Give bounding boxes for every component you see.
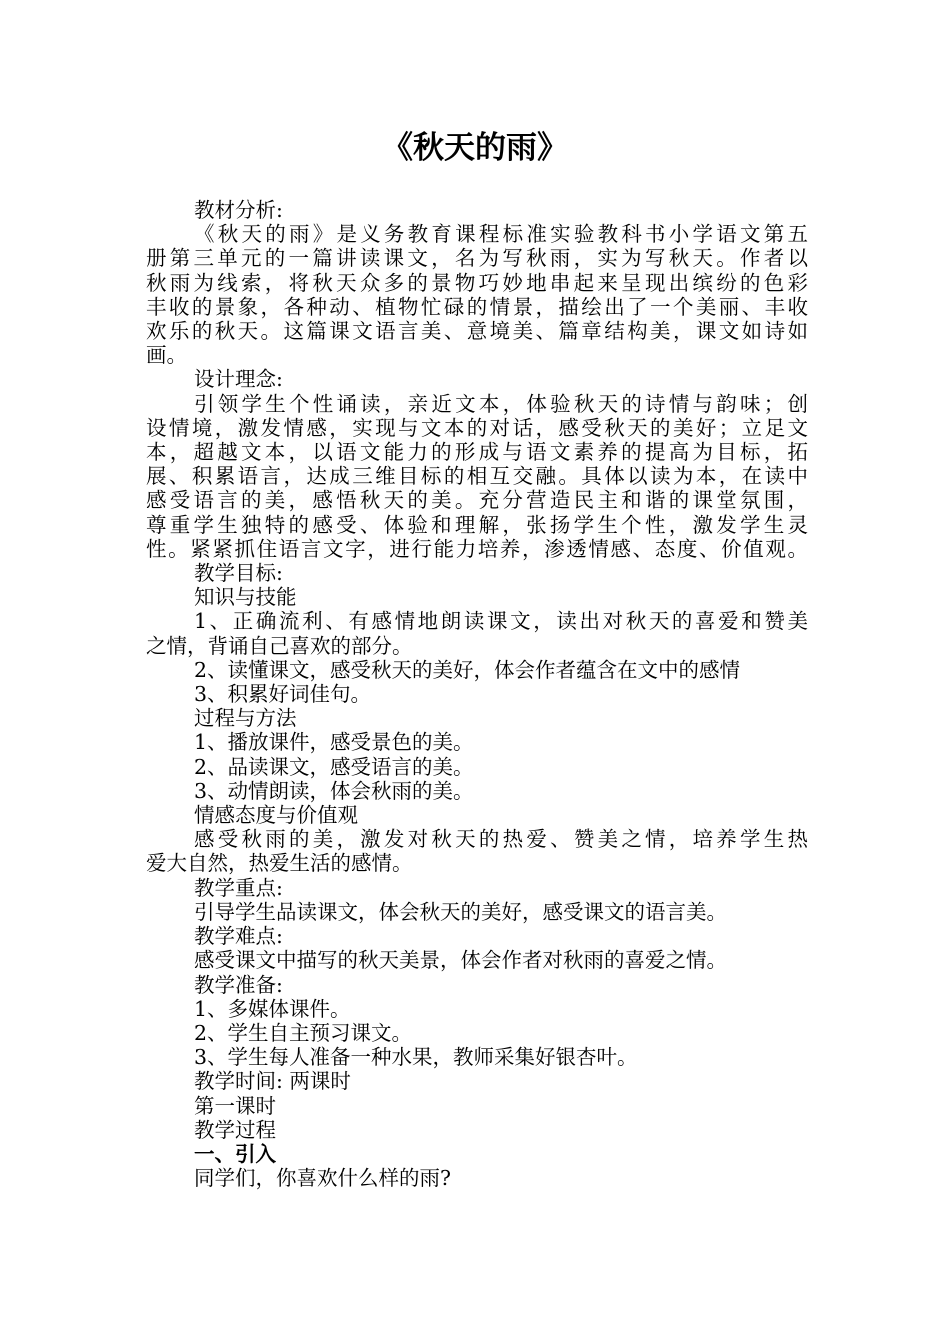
document-title: 《秋天的雨》 bbox=[382, 130, 568, 166]
text-line: 《秋天的雨》是义务教育课程标准实验教科书小学语文第五 bbox=[194, 222, 808, 247]
heading-line: 教材分析: bbox=[194, 198, 283, 222]
heading-line: 教学准备: bbox=[194, 972, 283, 997]
text-line: 册第三单元的一篇讲读课文，名为写秋雨，实为写秋天。作者以 bbox=[146, 246, 808, 271]
text-line: 教学过程 bbox=[194, 1117, 276, 1142]
text-line: 欢乐的秋天。这篇课文语言美、意境美、篇章结构美，课文如诗如 bbox=[146, 319, 808, 344]
text-line: 第一课时 bbox=[194, 1093, 276, 1118]
text-line: 本，超越文本，以语文能力的形成与语文素养的提高为目标，拓 bbox=[146, 440, 808, 465]
text-line: 教学时间: 两课时 bbox=[194, 1069, 351, 1094]
text-line: 3、积累好词佳句。 bbox=[194, 682, 372, 707]
subheading-line: 情感态度与价值观 bbox=[194, 803, 358, 828]
section-heading: 一、引入 bbox=[194, 1141, 276, 1166]
text-line: 1、播放课件，感受景色的美。 bbox=[194, 730, 474, 755]
text-line: 3、动情朗读，体会秋雨的美。 bbox=[194, 778, 474, 803]
heading-line: 教学目标: bbox=[194, 561, 283, 586]
text-line: 感受课文中描写的秋天美景，体会作者对秋雨的喜爱之情。 bbox=[194, 948, 727, 973]
text-line: 引领学生个性诵读，亲近文本，体验秋天的诗情与韵味；创 bbox=[194, 391, 808, 416]
text-line: 画。 bbox=[146, 343, 187, 368]
heading-line: 教学重点: bbox=[194, 875, 283, 900]
document-body bbox=[146, 198, 808, 1190]
list-item: 2、学生自主预习课文。 bbox=[194, 1020, 413, 1045]
text-line: 引导学生品读课文，体会秋天的美好，感受课文的语言美。 bbox=[194, 899, 727, 924]
text-line: 感受语言的美，感悟秋天的美。充分营造民主和谐的课堂氛围， bbox=[146, 488, 808, 513]
text-line: 展、积累语言，达成三维目标的相互交融。具体以读为本，在读中 bbox=[146, 464, 808, 489]
text-line: 2、品读课文，感受语言的美。 bbox=[194, 754, 474, 779]
list-item: 3、学生每人准备一种水果，教师采集好银杏叶。 bbox=[194, 1045, 638, 1070]
text-line: 秋雨为线索，将秋天众多的景物巧妙地串起来呈现出缤纷的色彩 bbox=[146, 270, 808, 295]
subheading-line: 知识与技能 bbox=[194, 585, 297, 610]
text-line: 尊重学生独特的感受、体验和理解，张扬学生个性，激发学生灵 bbox=[146, 512, 808, 537]
text-line: 感受秋雨的美，激发对秋天的热爱、赞美之情，培养学生热 bbox=[194, 827, 808, 852]
list-item: 1、多媒体课件。 bbox=[194, 996, 351, 1021]
text-line: 爱大自然，热爱生活的感情。 bbox=[146, 851, 413, 876]
text-line: 设情境，激发情感，实现与文本的对话，感受秋天的美好；立足文 bbox=[146, 415, 808, 440]
text-line: 1、正确流利、有感情地朗读课文，读出对秋天的喜爱和赞美 bbox=[194, 609, 808, 634]
heading-line: 教学难点: bbox=[194, 924, 283, 949]
text-line: 性。紧紧抓住语言文字，进行能力培养，渗透情感、态度、价值观。 bbox=[146, 536, 808, 561]
text-line: 2、读懂课文，感受秋天的美好，体会作者蕴含在文中的感情 bbox=[194, 657, 741, 682]
subheading-line: 过程与方法 bbox=[194, 706, 297, 731]
text-line: 同学们，你喜欢什么样的雨? bbox=[194, 1166, 451, 1191]
text-line: 之情，背诵自己喜欢的部分。 bbox=[146, 633, 413, 658]
text-line: 丰收的景象，各种动、植物忙碌的情景，描绘出了一个美丽、丰收 bbox=[146, 294, 808, 319]
heading-line: 设计理念: bbox=[194, 367, 283, 392]
